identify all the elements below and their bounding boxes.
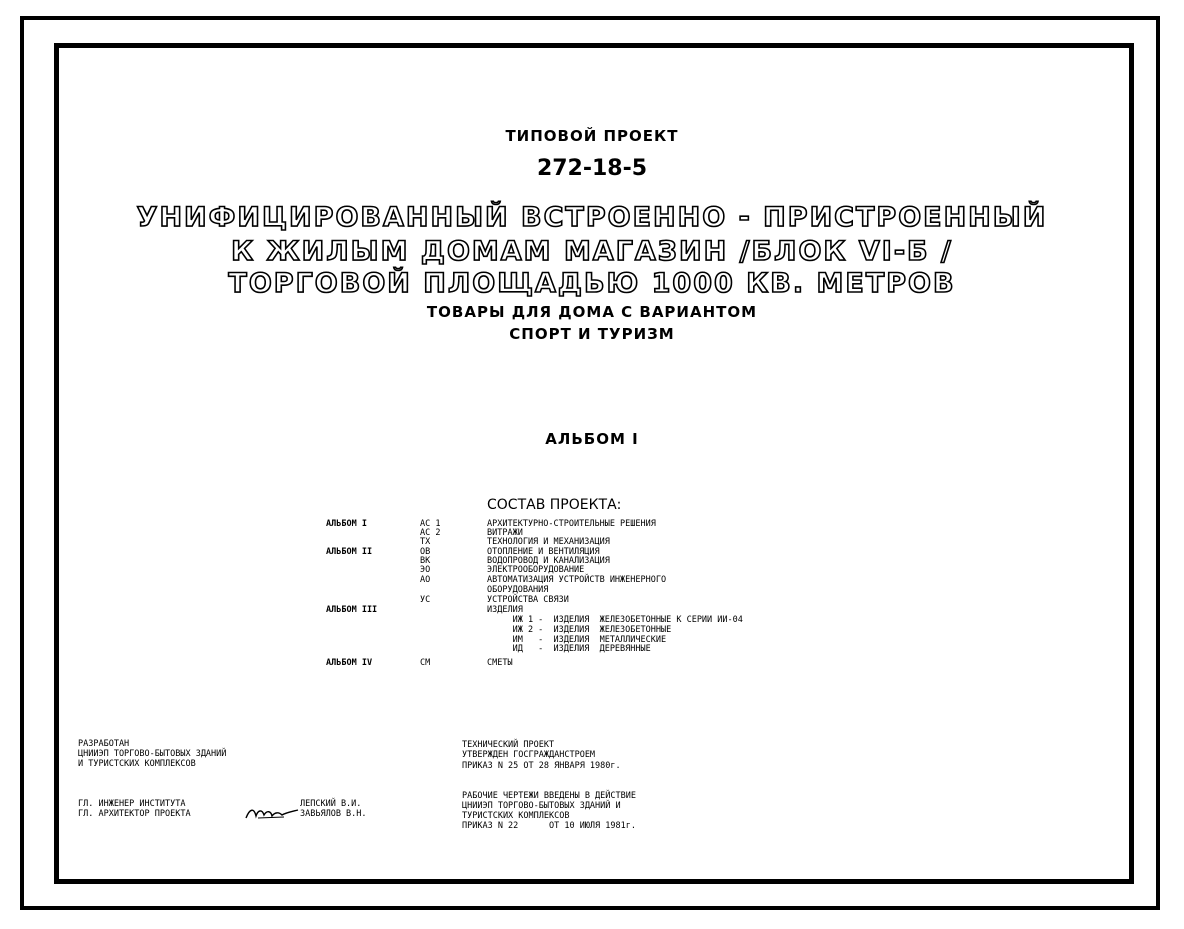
row-code: ВК [420, 556, 431, 566]
signature-name-2: ЗАВЬЯЛОВ В.Н. [300, 809, 367, 819]
row-text: ТЕХНОЛОГИЯ И МЕХАНИЗАЦИЯ [487, 537, 610, 547]
signature-role-2: ГЛ. АРХИТЕКТОР ПРОЕКТА [78, 809, 191, 819]
developer-line-1: РАЗРАБОТАН [78, 739, 130, 749]
row-text: ИЗДЕЛИЯ [487, 605, 523, 615]
enactment-line-3: ТУРИСТСКИХ КОМПЛЕКСОВ [462, 811, 570, 821]
row-text: ИЖ 2 - ИЗДЕЛИЯ ЖЕЛЕЗОБЕТОННЫЕ [487, 625, 672, 635]
approval-line-2: УТВЕРЖДЕН ГОСГРАЖДАНСТРОЕМ [462, 750, 596, 760]
approval-line-1: ТЕХНИЧЕСКИЙ ПРОЕКТ [462, 740, 555, 750]
signature-role-1: ГЛ. ИНЖЕНЕР ИНСТИТУТА [78, 799, 186, 809]
developer-line-3: И ТУРИСТСКИХ КОМПЛЕКСОВ [78, 759, 196, 769]
project-series: ТИПОВОЙ ПРОЕКТ [505, 127, 679, 145]
title-subline-2: СПОРТ И ТУРИЗМ [509, 325, 675, 343]
row-text: ИМ - ИЗДЕЛИЯ МЕТАЛЛИЧЕСКИЕ [487, 635, 667, 645]
row-text: ОТОПЛЕНИЕ И ВЕНТИЛЯЦИЯ [487, 547, 600, 557]
handwritten-signature [244, 806, 300, 820]
enactment-line-2: ЦНИИЭП ТОРГОВО-БЫТОВЫХ ЗДАНИЙ И [462, 801, 621, 811]
developer-line-2: ЦНИИЭП ТОРГОВО-БЫТОВЫХ ЗДАНИЙ [78, 749, 227, 759]
row-code: ТХ [420, 537, 431, 547]
row-album: АЛЬБОМ I [326, 519, 367, 529]
row-album: АЛЬБОМ IV [326, 658, 373, 668]
enactment-line-4: ПРИКАЗ N 22 ОТ 10 ИЮЛЯ 1981г. [462, 821, 636, 831]
title-line-2: К ЖИЛЫМ ДОМАМ МАГАЗИН /БЛОК VI-Б / [231, 236, 953, 267]
title-subline-1: ТОВАРЫ ДЛЯ ДОМА С ВАРИАНТОМ [426, 303, 758, 321]
row-text: АВТОМАТИЗАЦИЯ УСТРОЙСТВ ИНЖЕНЕРНОГО [487, 575, 667, 585]
title-line-1: УНИФИЦИРОВАННЫЙ ВСТРОЕННО - ПРИСТРОЕННЫЙ [136, 202, 1048, 233]
row-code: УС [420, 595, 431, 605]
row-text: СМЕТЫ [487, 658, 513, 668]
row-album: АЛЬБОМ III [326, 605, 378, 615]
row-code: АС 1 [420, 519, 441, 529]
row-text: ЭЛЕКТРООБОРУДОВАНИЕ [487, 565, 585, 575]
row-code: АО [420, 575, 431, 585]
signature-name-1: ЛЕПСКИЙ В.И. [300, 799, 362, 809]
album-label: АЛЬБОМ I [545, 430, 639, 448]
row-text: ВОДОПРОВОД И КАНАЛИЗАЦИЯ [487, 556, 610, 566]
project-number: 272-18-5 [536, 156, 648, 181]
row-text: ИЖ 1 - ИЗДЕЛИЯ ЖЕЛЕЗОБЕТОННЫЕ К СЕРИИ ИИ-04 [487, 615, 743, 625]
row-code: СМ [420, 658, 431, 668]
row-code: АС 2 [420, 528, 441, 538]
approval-line-3: ПРИКАЗ N 25 ОТ 28 ЯНВАРЯ 1980г. [462, 761, 621, 771]
row-text: ИД - ИЗДЕЛИЯ ДЕРЕВЯННЫЕ [487, 644, 651, 654]
row-text: АРХИТЕКТУРНО-СТРОИТЕЛЬНЫЕ РЕШЕНИЯ [487, 519, 656, 529]
row-text: ОБОРУДОВАНИЯ [487, 585, 549, 595]
row-text: УСТРОЙСТВА СВЯЗИ [487, 595, 569, 605]
title-line-3: ТОРГОВОЙ ПЛОЩАДЬЮ 1000 КВ. МЕТРОВ [228, 268, 956, 299]
row-code: ОВ [420, 547, 431, 557]
composition-heading: СОСТАВ ПРОЕКТА: [487, 497, 622, 513]
row-album: АЛЬБОМ II [326, 547, 373, 557]
row-text: ВИТРАЖИ [487, 528, 523, 538]
enactment-line-1: РАБОЧИЕ ЧЕРТЕЖИ ВВЕДЕНЫ В ДЕЙСТВИЕ [462, 791, 636, 801]
row-code: ЭО [420, 565, 431, 575]
